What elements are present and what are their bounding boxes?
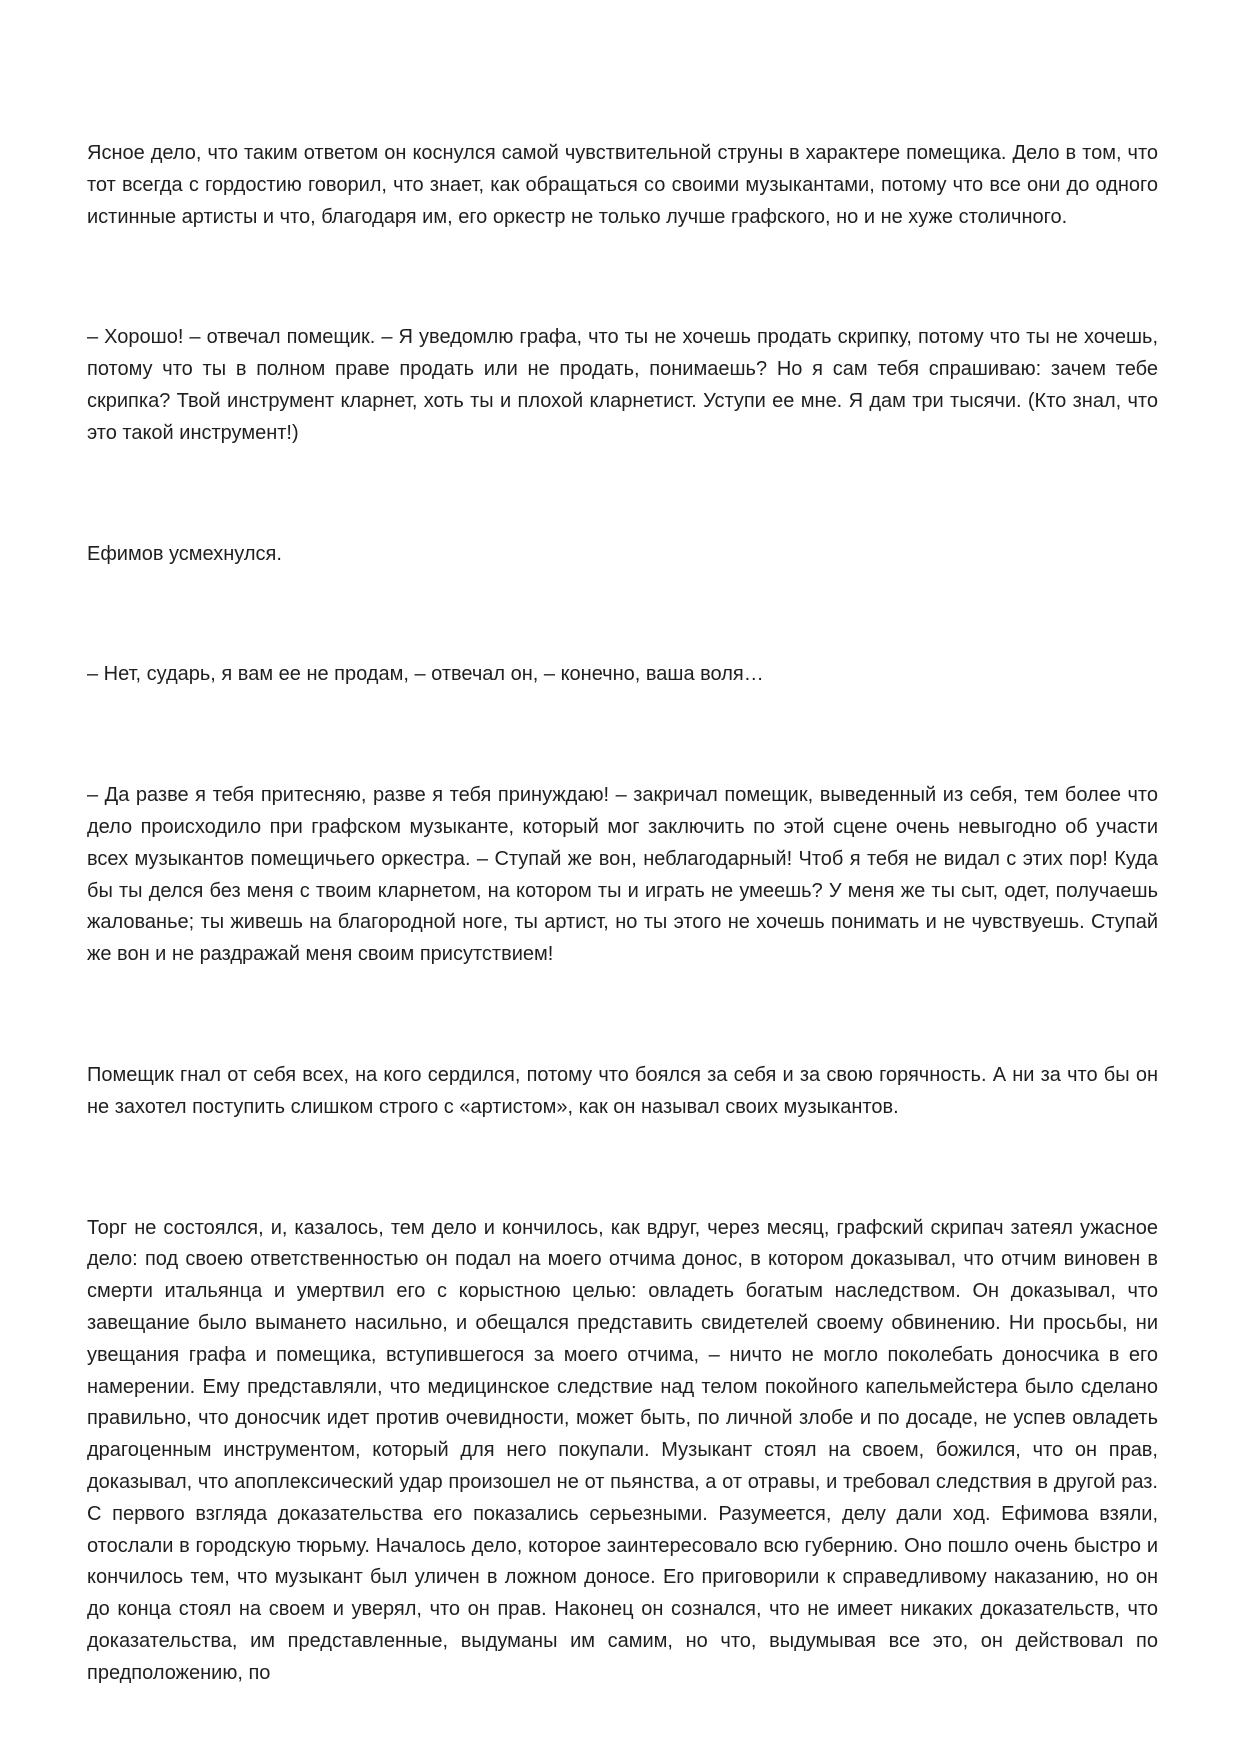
paragraph-4: – Нет, сударь, я вам ее не продам, – отвечал он, – конечно, ваша воля… (87, 663, 764, 686)
paragraph-gap (87, 570, 1158, 659)
paragraph-gap (87, 971, 1158, 1060)
paragraph-7: Торг не состоялся, и, казалось, тем дело и кончилось, как вдруг, через месяц, графский скрипач затеял ужасное дело: под своею ответственностью он подал на моего отчима донос, в котором доказывал, что отчим виновен в смерти итальянца и умертвил его с корыстною целью: овладеть богатым наследством. Он доказывал, что завещание было вымането насильно, и обещался представить свидетелей своему обвинению. Ни просьбы, ни увещания графа и помещика, вступившегося за моего отчима, – ничто не могло поколебать доносчика в его намерении. Ему представляли, что медицинское следствие над телом покойного капельмейстера было сделано правильно, что доносчик идет против очевидности, может быть, по личной злобе и по досаде, не успев овладеть драгоценным инструментом, который для него покупали. Музыкант стоял на своем, божился, что он прав, доказывал, что апоплексический удар произошел не от пьянства, а от отравы, и требовал следствия в другой раз. С первого взгляда доказательства его показались серьезными. Разумеется, делу дали ход. Ефимова взяли, отослали в городскую тюрьму. Началось дело, которое заинтересовало всю губернию. Оно пошло очень быстро и кончилось тем, что музыкант был уличен в ложном доносе. Его приговорили к справедливому наказанию, но он до конца стоял на своем и уверял, что он прав. Наконец он сознался, что не имеет никаких доказательств, что доказательства, им представленные, выдуманы им самим, но что, выдумывая все это, он действовал по предположению, по (87, 1216, 1158, 1684)
paragraph-gap (87, 691, 1158, 780)
paragraph-6: Помещик гнал от себя всех, на кого сердился, потому что боялся за себя и за свою горячность. А ни за что бы он не захотел поступить слишком строго с «артистом», как он называл своих музыкантов. (87, 1063, 1158, 1118)
paragraph-1: Ясное дело, что таким ответом он коснулся самой чувствительной струны в характере помещика. Дело в том, что тот всегда с гордостию говорил, что знает, как обращаться со своими музыкантами, потому что все они до одного истинные артисты и что, благодаря им, его оркестр не только лучше графского, но и не хуже столичного. (87, 142, 1158, 228)
paragraph-gap (87, 233, 1158, 322)
paragraph-gap (87, 450, 1158, 539)
paragraph-gap (87, 1124, 1158, 1213)
paragraph-3: Ефимов усмехнулся. (87, 542, 282, 565)
document-page (87, 138, 1158, 1690)
paragraph-2: – Хорошо! – отвечал помещик. – Я уведомлю графа, что ты не хочешь продать скрипку, потому что ты не хочешь, потому что ты в полном праве продать или не продать, понимаешь? Но я сам тебя спрашиваю: зачем тебе скрипка? Твой инструмент кларнет, хоть ты и плохой кларнетист. Уступи ее мне. Я дам три тысячи. (Кто знал, что это такой инструмент!) (87, 326, 1158, 444)
paragraph-5: – Да разве я тебя притесняю, разве я тебя принуждаю! – закричал помещик, выведенный из себя, тем более что дело происходило при графском музыканте, который мог заключить по этой сцене очень невыгодно об участи всех музыкантов помещичьего оркестра. – Ступай же вон, неблагодарный! Чтоб я тебя не видал с этих пор! Куда бы ты делся без меня с твоим кларнетом, на котором ты и играть не умеешь? У меня же ты сыт, одет, получаешь жалованье; ты живешь на благородной ноге, ты артист, но ты этого не хочешь понимать и не чувствуешь. Ступай же вон и не раздражай меня своим присутствием! (87, 784, 1158, 966)
